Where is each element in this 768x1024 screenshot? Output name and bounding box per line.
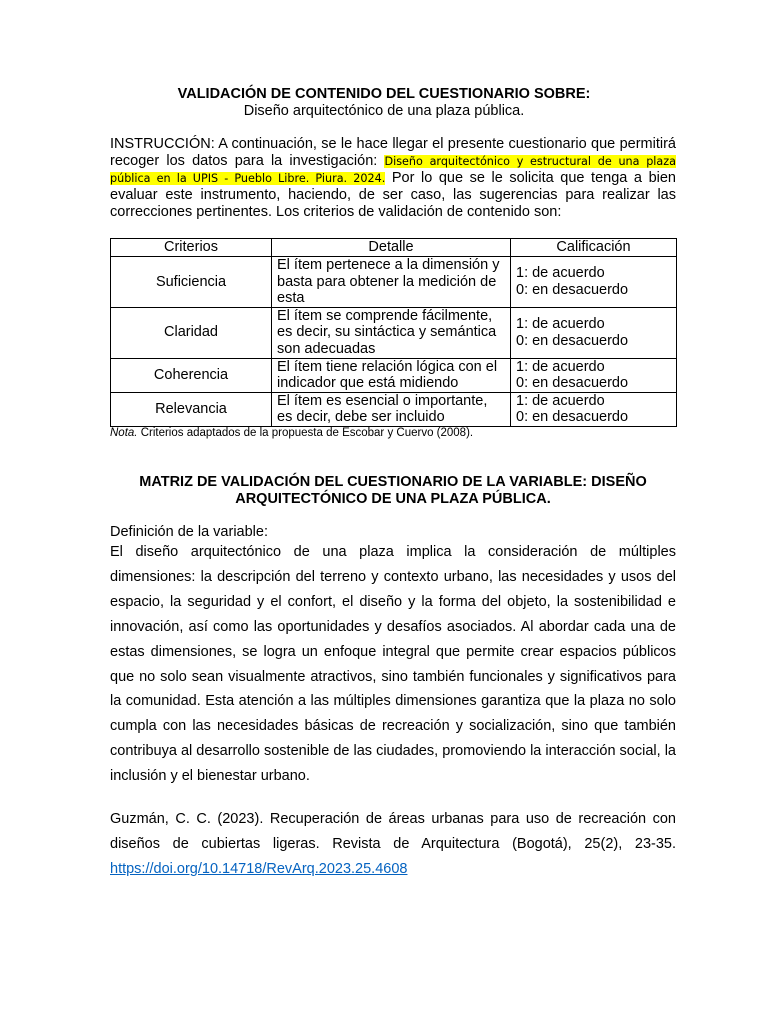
rating-disagree: 0: en desacuerdo [516, 332, 629, 349]
table-note [110, 427, 473, 439]
criterion-detail: El ítem tiene relación lógica con el indicador que está midiendo [272, 358, 511, 392]
column-header-criterios: Criterios [111, 239, 272, 257]
instruction-text-1: INSTRUCCIÓN: A continuación, se le hace llegar el presente cuestionario que permitirá recoger los datos para la investigación: [110, 136, 676, 169]
rating-agree: 1: de acuerdo [516, 316, 605, 333]
criteria-table [110, 238, 677, 427]
instruction-paragraph [110, 136, 676, 221]
criterion-rating [511, 358, 677, 392]
table-row [111, 257, 677, 308]
rating-disagree: 0: en desacuerdo [516, 281, 629, 298]
page-subtitle: Diseño arquitectónico de una plaza pública. [243, 103, 525, 119]
criterion-detail: El ítem pertenece a la dimensión y basta para obtener la medición de esta [272, 257, 511, 308]
rating-disagree: 0: en desacuerdo [516, 375, 629, 392]
table-note-label: Nota. [110, 427, 138, 439]
rating-agree: 1: de acuerdo [516, 358, 605, 375]
table-note-text: Criterios adaptados de la propuesta de Escobar y Cuervo (2008). [137, 427, 474, 439]
page-title: VALIDACIÓN DE CONTENIDO DEL CUESTIONARIO SOBRE: [177, 86, 591, 102]
column-header-detalle: Detalle [272, 239, 511, 257]
matrix-title: MATRIZ DE VALIDACIÓN DEL CUESTIONARIO DE LA VARIABLE: DISEÑO ARQUITECTÓNICO DE UNA PLAZA PÚBLICA. [139, 474, 647, 507]
criterion-detail: El ítem es esencial o importante, es decir, debe ser incluido [272, 392, 511, 426]
rating-agree: 1: de acuerdo [516, 392, 605, 409]
rating-agree: 1: de acuerdo [516, 265, 605, 282]
definition-paragraph: El diseño arquitectónico de una plaza implica la consideración de múltiples dimensiones: la descripción del terreno y contexto urbano, las necesidades y usos del espacio, la seguridad y el confort, el diseño y la forma del objeto, la sostenibilidad e innovación, así como las oportunidades y desafíos asociados. Al abordar cada una de estas dimensiones, se logra un enfoque integral que permite crear espacios públicos que no solo sean visualmente atractivos, sino también funcionales y significativos para la comunidad. Esta atención a las múltiples dimensiones garantiza que la plaza no solo cumpla con las necesidades básicas de recreación y socialización, sino que también contribuya al desarrollo sostenible de las ciudades, promoviendo la interacción social, la inclusión y el bienestar urbano. [110, 544, 676, 785]
table-row [111, 392, 677, 426]
criterion-name: Suficiencia [111, 257, 272, 308]
reference-doi-link[interactable]: https://doi.org/10.14718/RevArq.2023.25.4608 [110, 861, 408, 877]
column-header-calificacion: Calificación [511, 239, 677, 257]
table-row [111, 307, 677, 358]
reference-text: Guzmán, C. C. (2023). Recuperación de áreas urbanas para uso de recreación con diseños de cubiertas ligeras. Revista de Arquitectura (Bogotá), 25(2), 23-35. [110, 811, 676, 852]
rating-disagree: 0: en desacuerdo [516, 409, 629, 426]
highlighted-research-title: Diseño arquitectónico y estructural de una plaza pública en la UPIS - Pueblo Libre. Piura. 2024. [110, 155, 676, 185]
criterion-name: Claridad [111, 307, 272, 358]
instruction-text-2: Por lo que se le solicita que tenga a bien evaluar este instrumento, haciendo, de ser caso, las sugerencias para realizar las correcciones pertinentes. Los criterios de validación de contenido son: [110, 170, 676, 220]
criterion-rating [511, 392, 677, 426]
criteria-table-header-row [111, 239, 677, 257]
criterion-name: Relevancia [111, 392, 272, 426]
criterion-name: Coherencia [111, 358, 272, 392]
criterion-rating [511, 257, 677, 308]
reference-paragraph [110, 807, 676, 882]
definition-label: Definición de la variable: [110, 524, 268, 540]
criterion-detail: El ítem se comprende fácilmente, es decir, su sintáctica y semántica son adecuadas [272, 307, 511, 358]
criterion-rating [511, 307, 677, 358]
table-row [111, 358, 677, 392]
